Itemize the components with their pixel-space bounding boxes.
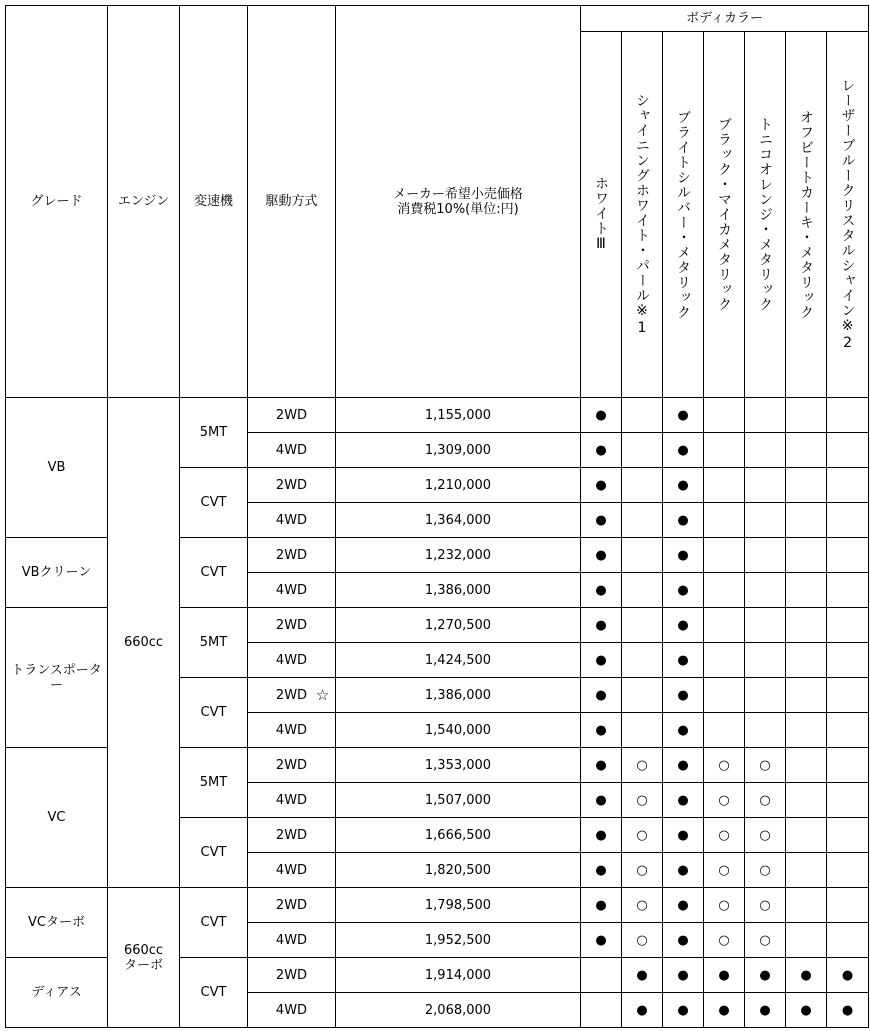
drive-cell: 4WD xyxy=(248,713,336,748)
mark-cell: ● xyxy=(663,853,704,888)
price-cell: 1,364,000 xyxy=(336,503,581,538)
drive-label: 2WD xyxy=(275,687,308,703)
mark-cell: ● xyxy=(622,958,663,993)
mark-cell: ● xyxy=(663,958,704,993)
mark-cell: ○ xyxy=(745,818,786,853)
mark-cell xyxy=(827,503,869,538)
mark-cell: ● xyxy=(827,958,869,993)
mark-cell xyxy=(786,608,827,643)
body-color-header: ボディカラー xyxy=(581,6,869,32)
mark-cell xyxy=(786,573,827,608)
drive-cell: 2WD xyxy=(248,608,336,643)
grade-cell: VC xyxy=(6,748,108,888)
grade-cell: トランスポーター xyxy=(6,608,108,748)
mark-cell: ○ xyxy=(745,748,786,783)
price-cell: 1,270,500 xyxy=(336,608,581,643)
mark-cell: ○ xyxy=(622,923,663,958)
color-label: ブライトシルバー・メタリック xyxy=(675,109,691,320)
mark-cell: ○ xyxy=(704,783,745,818)
price-cell: 1,952,500 xyxy=(336,923,581,958)
mark-cell xyxy=(745,643,786,678)
grade-cell: VCターボ xyxy=(6,888,108,958)
mark-cell: ● xyxy=(581,853,622,888)
mark-cell: ● xyxy=(663,468,704,503)
mark-cell: ● xyxy=(581,573,622,608)
mark-cell xyxy=(622,468,663,503)
mark-cell xyxy=(745,713,786,748)
color-label: ブラック・マイカメタリック xyxy=(716,117,732,312)
color-header-bright-silver xyxy=(663,32,704,398)
drive-cell: 4WD xyxy=(248,923,336,958)
mark-cell: ○ xyxy=(622,853,663,888)
mark-cell: ● xyxy=(745,958,786,993)
mark-cell xyxy=(827,748,869,783)
color-header-offbeat-khaki xyxy=(786,32,827,398)
mark-cell xyxy=(786,398,827,433)
price-cell: 1,353,000 xyxy=(336,748,581,783)
color-label: レーザーブルークリスタルシャイン※2 xyxy=(839,77,856,352)
mark-cell: ● xyxy=(581,398,622,433)
mark-cell xyxy=(786,888,827,923)
mark-cell: ● xyxy=(663,503,704,538)
mark-cell: ● xyxy=(663,888,704,923)
mark-cell: ● xyxy=(663,433,704,468)
mark-cell xyxy=(622,398,663,433)
mark-cell xyxy=(581,993,622,1028)
price-cell: 1,232,000 xyxy=(336,538,581,573)
mark-cell: ● xyxy=(581,748,622,783)
mark-cell xyxy=(622,643,663,678)
mark-cell: ● xyxy=(581,503,622,538)
mark-cell xyxy=(827,573,869,608)
mark-cell: ● xyxy=(704,958,745,993)
mark-cell xyxy=(827,923,869,958)
color-header-shining-white-pearl xyxy=(622,32,663,398)
mark-cell: ○ xyxy=(704,748,745,783)
mark-cell: ○ xyxy=(622,888,663,923)
mark-cell: ● xyxy=(663,678,704,713)
drive-cell: 4WD xyxy=(248,643,336,678)
color-label: シャイニングホワイト・パール※1 xyxy=(634,92,650,337)
mark-cell: ● xyxy=(581,923,622,958)
price-cell: 1,914,000 xyxy=(336,958,581,993)
drive-cell: 2WD xyxy=(248,958,336,993)
mark-cell: ● xyxy=(581,433,622,468)
mark-cell xyxy=(827,713,869,748)
mark-cell: ○ xyxy=(745,853,786,888)
mark-cell: ○ xyxy=(745,888,786,923)
drive-cell: 2WD xyxy=(248,468,336,503)
mark-cell xyxy=(704,468,745,503)
price-cell: 1,507,000 xyxy=(336,783,581,818)
drive-header: 駆動方式 xyxy=(248,6,336,398)
mark-cell xyxy=(622,573,663,608)
mark-cell xyxy=(745,573,786,608)
mark-cell: ○ xyxy=(704,853,745,888)
mark-cell xyxy=(786,433,827,468)
mark-cell xyxy=(622,538,663,573)
mark-cell: ○ xyxy=(745,923,786,958)
mark-cell xyxy=(786,643,827,678)
mark-cell xyxy=(827,398,869,433)
transmission-cell: CVT xyxy=(180,468,248,538)
price-cell: 1,540,000 xyxy=(336,713,581,748)
transmission-cell: 5MT xyxy=(180,608,248,678)
mark-cell xyxy=(745,503,786,538)
price-table xyxy=(5,5,869,1028)
drive-cell: 2WD xyxy=(248,748,336,783)
transmission-cell: CVT xyxy=(180,818,248,888)
mark-cell: ● xyxy=(581,643,622,678)
mark-cell: ○ xyxy=(622,818,663,853)
price-cell: 1,309,000 xyxy=(336,433,581,468)
mark-cell xyxy=(827,888,869,923)
mark-cell: ● xyxy=(581,538,622,573)
mark-cell: ○ xyxy=(622,748,663,783)
mark-cell xyxy=(704,678,745,713)
mark-cell xyxy=(622,608,663,643)
drive-cell: 4WD xyxy=(248,433,336,468)
mark-cell: ● xyxy=(581,678,622,713)
mark-cell: ● xyxy=(663,713,704,748)
mark-cell: ● xyxy=(663,573,704,608)
color-header-white3 xyxy=(581,32,622,398)
price-header-line2: 消費税10%(単位:円) xyxy=(397,201,519,217)
mark-cell: ○ xyxy=(704,888,745,923)
drive-cell: 2WD xyxy=(248,538,336,573)
star-icon: ☆ xyxy=(315,685,330,704)
mark-cell: ● xyxy=(663,538,704,573)
mark-cell xyxy=(704,573,745,608)
mark-cell xyxy=(704,433,745,468)
mark-cell xyxy=(745,433,786,468)
drive-cell xyxy=(248,678,336,713)
mark-cell xyxy=(786,748,827,783)
transmission-cell: CVT xyxy=(180,958,248,1028)
mark-cell xyxy=(704,713,745,748)
mark-cell: ● xyxy=(663,608,704,643)
mark-cell: ● xyxy=(581,818,622,853)
mark-cell: ● xyxy=(786,993,827,1028)
mark-cell: ● xyxy=(745,993,786,1028)
mark-cell: ● xyxy=(663,748,704,783)
mark-cell xyxy=(786,818,827,853)
price-header-line1: メーカー希望小売価格 xyxy=(393,186,523,202)
grade-header: グレード xyxy=(6,6,108,398)
mark-cell: ● xyxy=(622,993,663,1028)
mark-cell xyxy=(622,678,663,713)
price-cell: 1,155,000 xyxy=(336,398,581,433)
mark-cell xyxy=(704,608,745,643)
mark-cell xyxy=(622,503,663,538)
table-row xyxy=(6,398,869,433)
price-cell: 1,210,000 xyxy=(336,468,581,503)
mark-cell: ● xyxy=(827,993,869,1028)
color-header-toniko-orange xyxy=(745,32,786,398)
mark-cell xyxy=(745,538,786,573)
transmission-cell: 5MT xyxy=(180,398,248,468)
mark-cell: ● xyxy=(663,783,704,818)
mark-cell: ● xyxy=(663,643,704,678)
mark-cell xyxy=(622,433,663,468)
color-label: トニコオレンジ・メタリック xyxy=(757,117,773,312)
transmission-cell: 5MT xyxy=(180,748,248,818)
mark-cell xyxy=(745,468,786,503)
mark-cell xyxy=(827,433,869,468)
mark-cell xyxy=(581,958,622,993)
mark-cell: ● xyxy=(663,818,704,853)
price-cell: 1,798,500 xyxy=(336,888,581,923)
mark-cell: ● xyxy=(581,468,622,503)
mark-cell: ● xyxy=(663,993,704,1028)
drive-cell: 2WD xyxy=(248,398,336,433)
price-cell: 2,068,000 xyxy=(336,993,581,1028)
transmission-header: 変速機 xyxy=(180,6,248,398)
color-label: ホワイトⅢ xyxy=(593,176,609,253)
price-cell: 1,386,000 xyxy=(336,573,581,608)
color-header-laser-blue xyxy=(827,32,869,398)
transmission-cell: CVT xyxy=(180,538,248,608)
mark-cell xyxy=(827,783,869,818)
mark-cell xyxy=(704,398,745,433)
mark-cell: ● xyxy=(704,993,745,1028)
drive-cell: 4WD xyxy=(248,573,336,608)
price-cell: 1,820,500 xyxy=(336,853,581,888)
grade-cell: VBクリーン xyxy=(6,538,108,608)
mark-cell xyxy=(786,468,827,503)
mark-cell xyxy=(745,608,786,643)
transmission-cell: CVT xyxy=(180,888,248,958)
grade-cell: ディアス xyxy=(6,958,108,1028)
mark-cell xyxy=(827,608,869,643)
mark-cell: ● xyxy=(581,783,622,818)
mark-cell: ○ xyxy=(704,818,745,853)
mark-cell xyxy=(827,678,869,713)
mark-cell: ○ xyxy=(622,783,663,818)
drive-cell: 2WD xyxy=(248,818,336,853)
mark-cell: ● xyxy=(581,608,622,643)
mark-cell xyxy=(786,713,827,748)
mark-cell xyxy=(786,538,827,573)
mark-cell xyxy=(827,853,869,888)
mark-cell: ● xyxy=(663,398,704,433)
mark-cell: ○ xyxy=(745,783,786,818)
price-cell: 1,386,000 xyxy=(336,678,581,713)
mark-cell xyxy=(786,678,827,713)
mark-cell xyxy=(704,503,745,538)
mark-cell: ○ xyxy=(704,923,745,958)
mark-cell: ● xyxy=(663,923,704,958)
price-table-body xyxy=(6,398,869,1028)
drive-cell: 2WD xyxy=(248,888,336,923)
engine-cell: 660cc ターボ xyxy=(108,888,180,1028)
mark-cell xyxy=(704,538,745,573)
drive-cell: 4WD xyxy=(248,783,336,818)
mark-cell xyxy=(704,643,745,678)
engine-header: エンジン xyxy=(108,6,180,398)
mark-cell xyxy=(622,713,663,748)
mark-cell xyxy=(786,503,827,538)
mark-cell xyxy=(827,538,869,573)
mark-cell: ● xyxy=(581,713,622,748)
table-row xyxy=(6,888,869,923)
mark-cell xyxy=(827,818,869,853)
drive-cell: 4WD xyxy=(248,503,336,538)
price-cell: 1,424,500 xyxy=(336,643,581,678)
engine-cell: 660cc xyxy=(108,398,180,888)
price-header xyxy=(336,6,581,398)
mark-cell xyxy=(745,398,786,433)
mark-cell xyxy=(786,783,827,818)
mark-cell xyxy=(827,468,869,503)
mark-cell xyxy=(786,853,827,888)
mark-cell xyxy=(827,643,869,678)
mark-cell: ● xyxy=(581,888,622,923)
drive-cell: 4WD xyxy=(248,853,336,888)
drive-cell: 4WD xyxy=(248,993,336,1028)
color-header-black-mica xyxy=(704,32,745,398)
color-label: オフビートカーキ・メタリック xyxy=(798,109,814,320)
mark-cell xyxy=(745,678,786,713)
mark-cell: ● xyxy=(786,958,827,993)
mark-cell xyxy=(786,923,827,958)
transmission-cell: CVT xyxy=(180,678,248,748)
grade-cell: VB xyxy=(6,398,108,538)
price-cell: 1,666,500 xyxy=(336,818,581,853)
